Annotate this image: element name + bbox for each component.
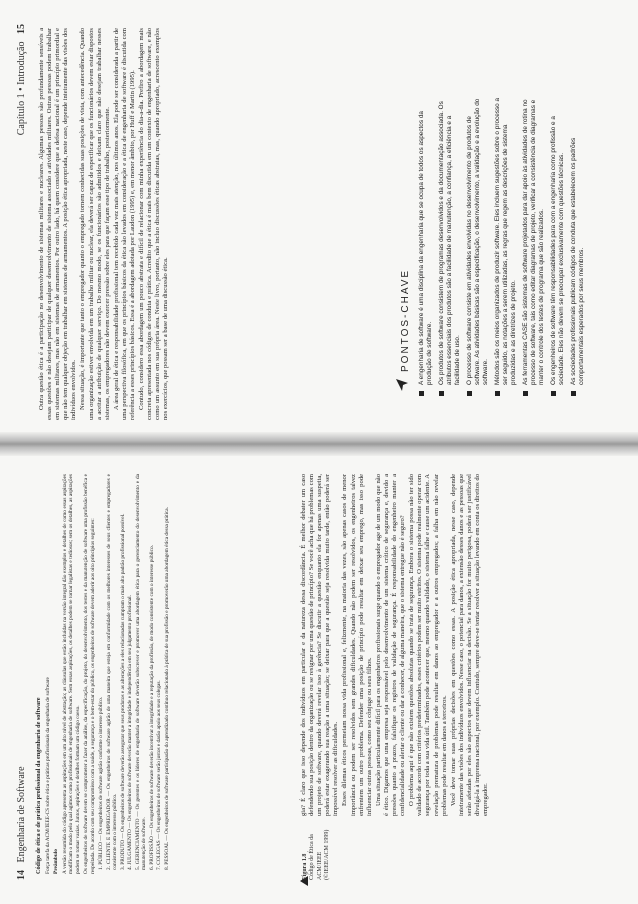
left-body-text xyxy=(300,474,491,816)
body-paragraph: Esses dilemas éticos permeiam nossa vida profissional e, felizmente, na maioria das vezes, são apenas casos de menor importância ou podem ser resolvidos sem grandes dificuldades. Quando não podem ser resolvidos, os engenheiros talvez enfrentem um outro problema. Defender uma posição de princípio pode resultar em deixar seu emprego, mas isso pode influenciar outras pessoas, como seu cônjuge ou seus filhos. xyxy=(341,474,373,816)
bullet-icon xyxy=(551,391,556,396)
right-running-title: Capítulo 1 • Introdução xyxy=(16,41,27,136)
preamble-heading: Preâmbulo xyxy=(53,849,59,874)
bullet-icon xyxy=(419,391,424,396)
principle-item: 5. GERENCIAMENTO — Os gerentes e os líderes de engenharia de software deverão subscrever e promover uma abordagem ética para o gerenciamento do desenvolvimento e da manutenção de software. xyxy=(134,474,147,870)
ethics-code-figure xyxy=(36,474,171,874)
right-body-text xyxy=(38,28,172,420)
principle-item: 8. PESSOAL — Os engenheiros de software participarão do aprendizado contínuo relacionado à prática de sua profissão e promoverão uma abordagem ética dessa prática. xyxy=(163,507,170,870)
principle-item: 3. PRODUTO — Os engenheiros de software deverão assegurar que seus produtos e as alterações a eles relacionadas cumpram o mais alto padrão profissional possível. xyxy=(119,513,126,870)
figure-caption-text: Código de Ética da ACM/IEEE (©IEEE/ACM 1999) xyxy=(309,829,331,880)
left-running-title: Engenharia de Software xyxy=(16,766,27,863)
principle-item: 1. PÚBLICO — Os engenheiros de software agirão conforme o interesse público. xyxy=(98,696,104,870)
key-point-item: O processo de software consiste em atividades envolvidas no desenvolvimento de produtos de software. As atividades básicas são a especificação, o desenvolvimento, a validação e a evolução do software. xyxy=(466,96,490,396)
figure-label: Figura 1.8 xyxy=(302,853,308,880)
key-point-item: Métodos são os meios organizados de produzir software. Eles incluem sugestões sobre o processo a ser seguido, as notações a serem utilizadas, as regras que regem as descrições de sistema produzidas e as diretrizes de projeto. xyxy=(494,96,518,396)
key-points-list xyxy=(418,96,590,396)
figure-subtitle: Força tarefa da ACM/IEEE-CS sobre ética e práticas profissionais da engenharia de software xyxy=(44,677,51,874)
bullet-icon xyxy=(571,391,576,396)
key-point-item: Os produtos de software consistem de programas desenvolvidos e da documentação associada. Os atributos essenciais dos produtos são a facilidade de manutenção, a confiança, a eficiência e a facilidade de uso. xyxy=(438,96,462,396)
body-paragraph: O problema aqui é que não existem questões absolutas quando se trata de segurança. Embora o sistema possa não ter sido validado de acordo com critérios predeterminados, esses critérios podem ser muito estritos. O sistema pode realmente operar com segurança por toda a sua vida útil. Também pode acontecer que, mesmo quando validado, o sistema falhe e cause um acidente. A revelação prematura de problemas pode resultar em danos ao empregador e a outros empregados; a falha em não revelar problemas pode resultar em danos a terceiros. xyxy=(408,474,448,816)
bullet-icon xyxy=(467,391,472,396)
principle-item: 6. PROFISSÃO — Os engenheiros de software deverão incentivar a integridade e a reputação da profissão, de modo consistente com o interesse público. xyxy=(148,545,155,870)
bullet-icon xyxy=(439,391,444,396)
key-point-item: As sociedades profissionais publicam códigos de conduta que estabelecem os padrões comportamentais esperados por seus membros. xyxy=(570,96,586,396)
bullet-icon xyxy=(523,391,528,396)
body-paragraph: Uma situação particularmente difícil para os engenheiros profissionais surge quando o empregador age de um modo que não é ético. Digamos que uma empresa seja responsável pelo desenvolvimento de um sistema crítico de segurança e, devido a pressões quanto a prazos, falsifique os registros de validação de segurança. É responsabilidade do engenheiro manter a confidencialidade ou alertar o cliente ou dar a conhecer, de alguma maneira, que o sistema entregue não é seguro? xyxy=(374,474,407,816)
body-paragraph: Outra questão ética é a participação no desenvolvimento de sistemas militares e nucleares. Algumas pessoas são profundamente sensíveis a essas questões e não desejam participar de qualquer desenvolvimento de sistema associado a atividades militares. Outras pessoas podem trabalhar em sistemas militares, mas não em sistemas de armamentos. Por outro lado, há quem considere que a defesa nacional é um princípio primordial e que não tem qualquer objeção em trabalhar em sistemas de armamentos. A posição ética apropriada, neste caso, depende inteiramente das visões dos indivíduos envolvidos. xyxy=(38,28,78,420)
body-paragraph: Contudo, considero essa abordagem um pouco abstrata e difícil de relacionar com minha experiência do dia-a-dia. Prefiro a abordagem mais concreta apresentada nos códigos de conduta e prática. Acredito que a ética é mais bem discutida em um contexto de engenharia de software, e não como um assunto em sua própria área. Neste livro, portanto, não incluo discussões éticas abstratas, mas, quando apropriado, acrescento exemplos nos exercícios, que possam ser a base de uma discussão ética. xyxy=(138,28,170,420)
key-points-title: PONTOS-CHAVE xyxy=(400,268,411,372)
preamble-paragraph-1: A versão resumida do código apresenta as aspirações em um alto nível de abstração; as cláusulas que estão incluídas na versão integral dão exemplos e detalhes de como essas aspirações modificam o modo pelo qual agimos como profissionais de engenharia de software. Sem essas aspirações, os detalhes podem se tornar legalistas e tediosos; sem os detalhes, as aspirações podem se tornar vazias. Juntos, aspirações e detalhes formam um código coeso. xyxy=(61,474,81,874)
preamble-paragraph-2: Os engenheiros de software devem se comprometer a fazer da análise, da especificação, do projeto, do desenvolvimento, dos testes e da manutenção de software uma profissão benéfica e respeitada. De acordo com seu compromisso com a saúde, a segurança e o bem-estar do público, os engenheiros de software devem aderir aos oito princípios seguintes: xyxy=(83,474,96,874)
right-page-number: 15 xyxy=(16,24,27,34)
body-paragraph: gia? É claro que isso depende dos indivíduos em particular e da natureza dessa discordância. É melhor debater um caso defendendo sua posição dentro da organização ou se resignar por uma questão de princípio? Se você acha que há problemas com um projeto de software, quando deverá revelar isso à gerência? Se discutir a questão enquanto ela for apenas uma suspeita, poderá estar exagerando sua reação a uma situação; se deixar para que a questão seja resolvida muito tarde, então poderá ser impossível resolver as dificuldades. xyxy=(300,474,340,816)
key-point-item: Os engenheiros de software têm responsabilidades para com a engenharia como profissão e a sociedade. Eles não devem se preocupar exclusivamente com questões técnicas. xyxy=(550,96,566,396)
key-points-icon xyxy=(395,378,409,392)
right-page xyxy=(0,0,638,432)
left-running-head xyxy=(16,766,27,880)
principle-item: 2. CLIENTE E EMPREGADOR — Os engenheiros de software agirão de uma maneira que esteja em conformidade com os melhores interesses de seus clientes e empregadores e consistente com o interesse público. xyxy=(105,474,118,870)
key-point-item: As ferramentas CASE são sistemas de software projetados para dar apoio às atividades de rotina no processo de software, tais como editar diagramas de projeto, verificar a consistência de diagramas e manter o controle dos testes de programa que são realizados. xyxy=(522,96,546,396)
right-running-head xyxy=(16,24,27,135)
principle-item: 7. COLEGAS — Os engenheiros de software serão justos e darão apoio aos seus colegas. xyxy=(156,680,162,870)
key-point-item: A engenharia de software é uma disciplina da engenharia que se ocupa de todos os aspectos da produção de software. xyxy=(418,96,434,396)
figure-caption xyxy=(302,828,332,880)
left-page-number: 14 xyxy=(16,870,27,880)
body-paragraph: Você deve tomar suas próprias decisões em questões como essas. A posição ética apropriada, nesse caso, depende inteiramente das visões dos indivíduos envolvidos. Nesse caso, o potencial para danos, a extensão desses danos e as pessoas que serão afetadas por eles são aspectos que devem influenciar na decisão. Se a situação for muito perigosa, poderá ser justificável divulgá-la à imprensa nacional, por exemplo. Contudo, sempre deve-se tentar resolver a situação levando em conta os direitos do empregador. xyxy=(449,474,490,816)
body-paragraph: A área geral de ética e responsabilidade profissional tem recebido cada vez mais atenção, nos últimos anos. Ela pode ser considerada a partir de uma perspectiva filosófica, em que os princípios básicos da ética são levados em consideração e a ética de engenharia de software é discutida com referência a esses princípios básicos. Essa é a abordagem adotada por Laudon (1995) e, em menor âmbito, por Huff e Martin (1995). xyxy=(112,28,137,420)
bullet-icon xyxy=(495,391,500,396)
figure-title: Código de ética e de prática profissional da engenharia de software xyxy=(35,697,42,874)
book-gutter xyxy=(0,432,638,456)
principle-item: 4. JULGAMENTO — Os engenheiros de software deverão manter a integridade e independência em seu julgamento profissional. xyxy=(127,595,133,870)
body-paragraph: Nessa situação, é importante que tanto o empregador quanto o empregado tornem conhecidas suas posições de vista, com antecedência. Quando uma organização estiver envolvida em um trabalho militar ou nuclear, ela deverá ser capaz de especificar que os funcionários devem estar dispostos a aceitar a atribuição de qualquer serviço. Do mesmo modo, se os funcionários são admitidos e deixam claro que não desejam trabalhar nesses sistemas, os empregadores não devem exercer pressão sobre eles para que façam esse tipo de trabalho, posteriormente. xyxy=(79,28,111,420)
principles-list xyxy=(98,474,170,874)
left-page xyxy=(0,456,638,904)
